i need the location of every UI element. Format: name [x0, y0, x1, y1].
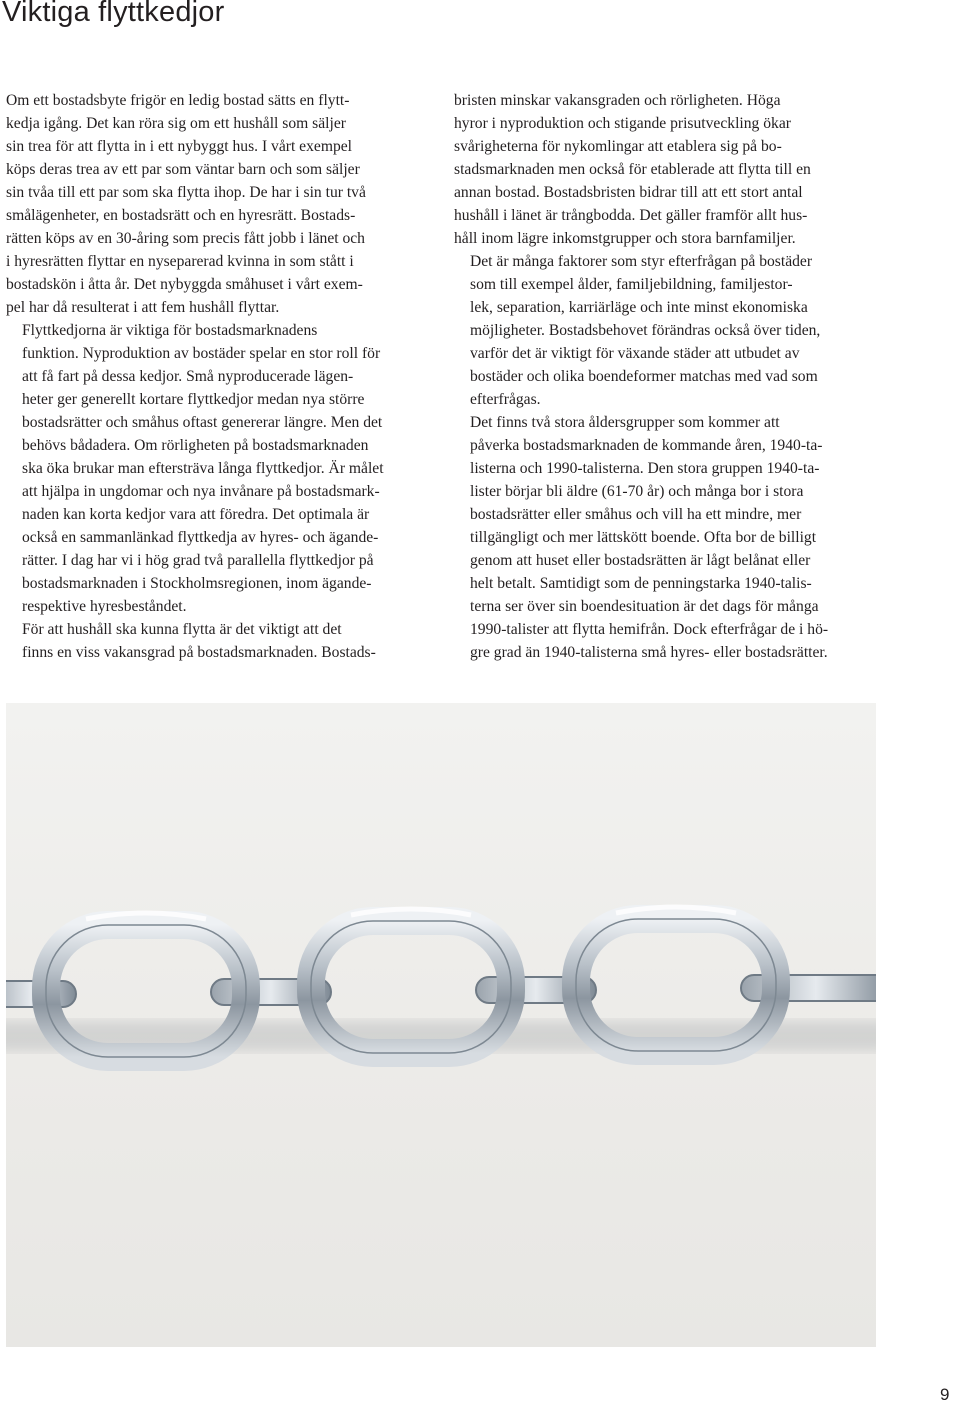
text-line: lek, separation, karriärläge och inte minst ekonomiska [470, 299, 808, 316]
text-line: bostadsrätter och småhus oftast genererar längre. Men det [22, 414, 383, 431]
text-line: gre grad än 1940-talisterna små hyres- eller bostadsrätter. [470, 644, 828, 661]
text-line: 1990-talister att flytta hemifrån. Dock efterfrågar de i hö- [470, 621, 829, 638]
text-line: behövs bådadera. Om rörligheten på bostadsmarknaden [22, 437, 369, 454]
text-line: funktion. Nyproduktion av bostäder spelar en stor roll för [22, 345, 381, 362]
text-line: möjligheter. Bostadsbehovet förändras också över tiden, [470, 322, 821, 339]
text-line: rätten köps av en 30-åring som precis fått jobb i länet och [6, 230, 365, 247]
text-line: rätter. I dag har vi i hög grad två parallella flyttkedjor på [22, 552, 374, 569]
text-line: att få fart på dessa kedjor. Små nyproducerade lägen- [22, 368, 354, 385]
text-line: köps deras trea av ett par som väntar barn och som säljer [6, 161, 360, 178]
text-line: bostäder och olika boendeformer matchas med vad som [470, 368, 818, 385]
text-line: Om ett bostadsbyte frigör en ledig bostad sätts en flytt- [6, 92, 350, 109]
text-line: Det är många faktorer som styr efterfrågan på bostäder [470, 253, 813, 270]
text-line: i hyresrätten flyttar en nyseparerad kvinna in som stått i [6, 253, 354, 270]
text-column-left [6, 89, 428, 664]
text-line: heter ger generellt kortare flyttkedjor medan nya större [22, 391, 365, 408]
text-line: stadsmarknaden men också för etablerade att flytta till en [454, 161, 811, 178]
text-line: terna ser över sin boendesituation är det dags för många [470, 598, 819, 615]
text-column-right [454, 89, 894, 664]
text-line: sin trea för att flytta in i ett nybyggt hus. I vårt exempel [6, 138, 353, 155]
paragraph [6, 89, 428, 319]
text-line: sin tvåa till ett par som ska flytta ihop. De har i sin tur två [6, 184, 366, 201]
text-line: ska öka brukar man eftersträva långa flyttkedjor. Är målet [22, 460, 384, 477]
text-line: smålägenheter, en bostadsrätt och en hyresrätt. Bostads- [6, 207, 356, 224]
text-line: bostadsrätter eller småhus och vill ha ett mindre, mer [470, 506, 802, 523]
text-line: listerna och 1990-talisterna. Den stora gruppen 1940-ta- [470, 460, 820, 477]
text-line: svårigheterna för nykomlingar att etablera sig på bo- [454, 138, 782, 155]
paragraph [454, 89, 894, 250]
text-line: tillgängligt och mer lättskött boende. Ofta bor de billigt [470, 529, 817, 546]
text-line: som till exempel ålder, familjebildning, familjestor- [470, 276, 793, 293]
text-line: annan bostad. Bostadsbristen bidrar till att ett stort antal [454, 184, 803, 201]
text-line: att hjälpa in ungdomar och nya invånare på bostadsmark- [22, 483, 380, 500]
text-line: efterfrågas. [470, 391, 541, 408]
text-line: kedja igång. Det kan röra sig om ett hushåll som säljer [6, 115, 346, 132]
text-line: För att hushåll ska kunna flytta är det viktigt att det [22, 621, 342, 638]
paragraph [6, 618, 428, 664]
text-line: håll inom lägre inkomstgrupper och stora barnfamiljer. [454, 230, 796, 247]
text-line: naden kan korta kedjor vara att föredra. Det optimala är [22, 506, 370, 523]
text-line: varför det är viktigt för växande städer att utbudet av [470, 345, 800, 362]
text-line: bristen minskar vakansgraden och rörligheten. Höga [454, 92, 781, 109]
page-title: Viktiga flyttkedjor [2, 0, 225, 28]
paragraph [454, 411, 894, 664]
text-line: Flyttkedjorna är viktiga för bostadsmarknadens [22, 322, 318, 339]
text-line: finns en viss vakansgrad på bostadsmarknaden. Bostads- [22, 644, 376, 661]
paragraph [454, 250, 894, 411]
page-number: 9 [940, 1385, 950, 1404]
text-line: hushåll i länet är trångbodda. Det gäller framför allt hus- [454, 207, 808, 224]
text-line: Det finns två stora åldersgrupper som kommer att [470, 414, 780, 431]
paragraph [6, 319, 428, 618]
text-line: hyror i nyproduktion och stigande prisutveckling ökar [454, 115, 791, 132]
chain-links-photo [6, 703, 876, 1347]
text-line: bostadsmarknaden i Stockholmsregionen, inom ägande- [22, 575, 372, 592]
text-line: genom att huset eller bostadsrätten är lågt belånat eller [470, 552, 811, 569]
text-line: påverka bostadsmarknaden de kommande åren, 1940-ta- [470, 437, 823, 454]
text-line: respektive hyresbeståndet. [22, 598, 187, 615]
text-line: pel har då resulterat i att fem hushåll flyttar. [6, 299, 280, 316]
text-line: bostadskön i åtta år. Det nybyggda småhuset i vårt exem- [6, 276, 363, 293]
text-line: lister börjar bli äldre (61-70 år) och många bor i stora [470, 483, 804, 500]
text-line: också en sammanlänkad flyttkedja av hyres- och ägande- [22, 529, 379, 546]
text-line: helt betalt. Samtidigt som de penningstarka 1940-talis- [470, 575, 812, 592]
